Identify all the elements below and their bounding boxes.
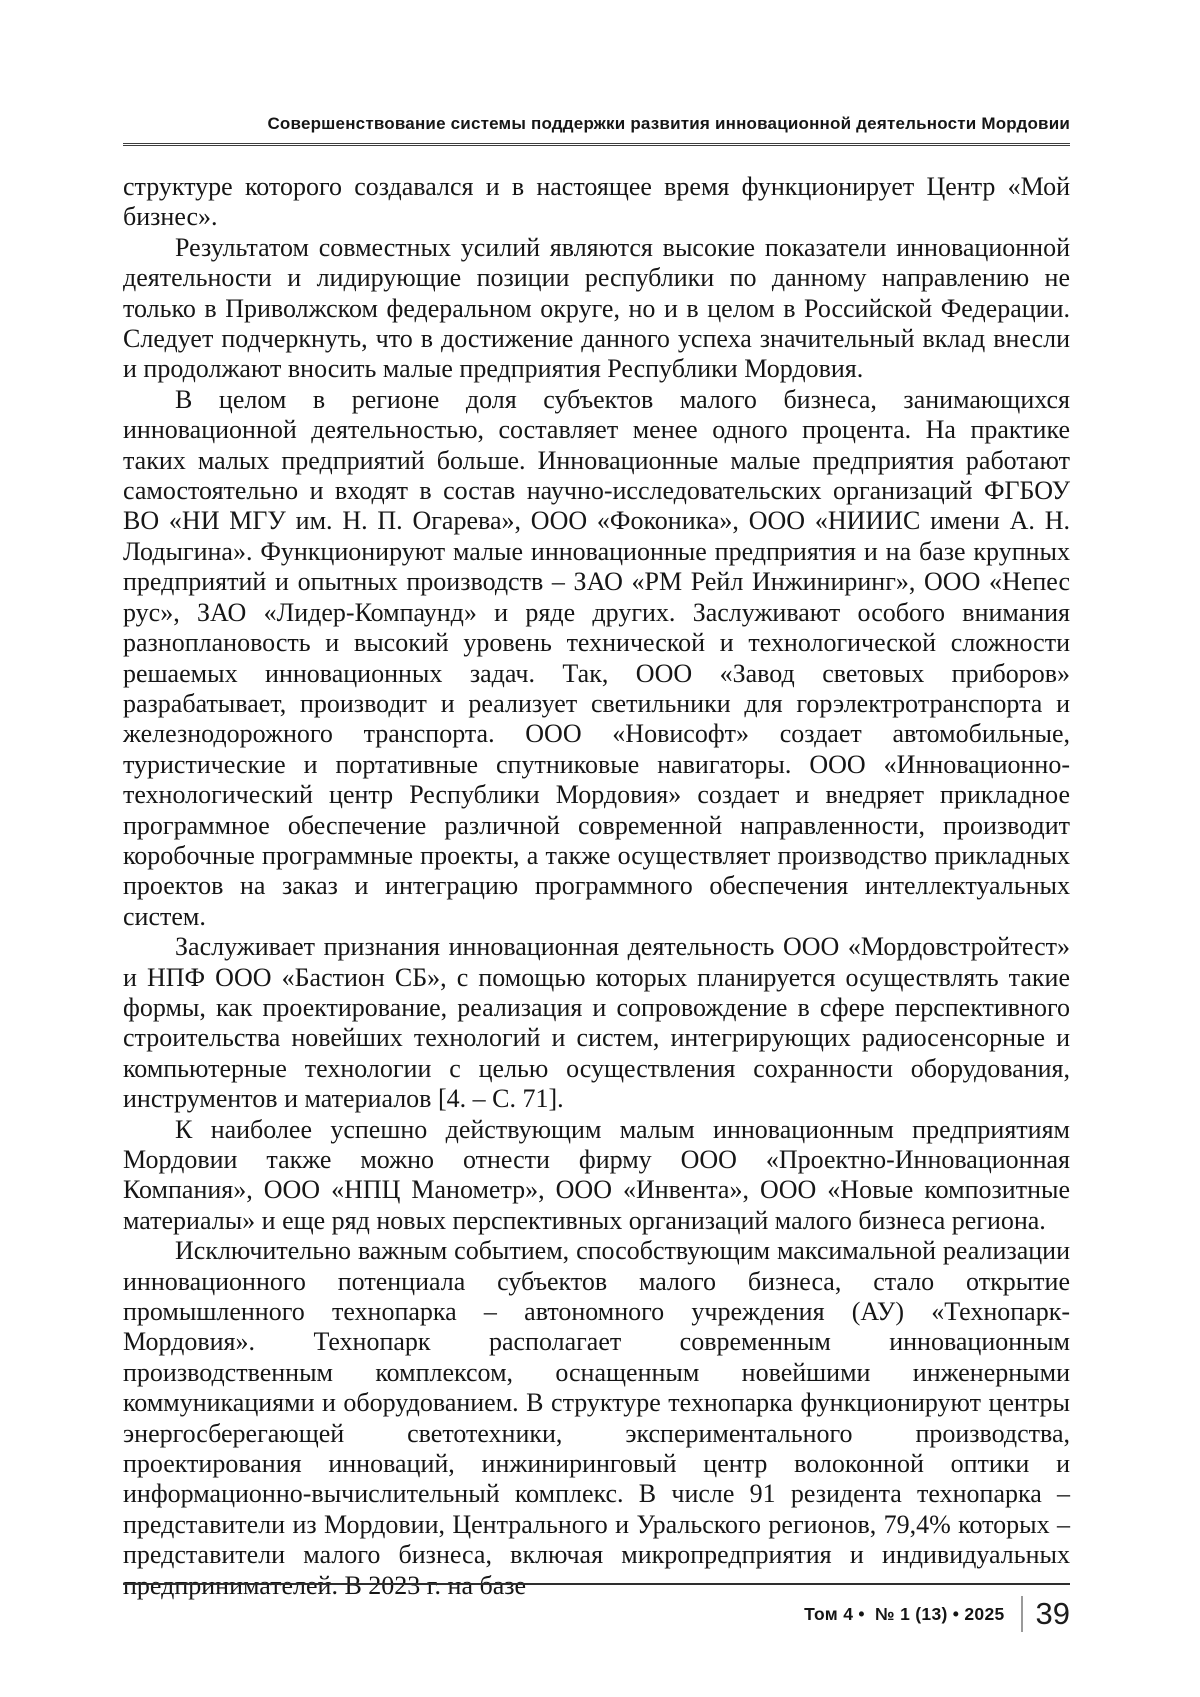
page-number: 39 xyxy=(1021,1596,1070,1632)
paragraph: Исключительно важным событием, способствующим максимальной реализации инновационного потенциала субъектов малого бизнеса, стало открытие промышленного технопарка – автономного учреждения (АУ) «Технопарк-Мордовия». Технопарк располагает современным инновационным производственным комплексом, оснащенным новейшими инженерными коммуникациями и оборудованием. В структуре технопарка функционируют центры энергосберегающей светотехники, экспериментального производства, проектирования инноваций, инжиниринговый центр волоконной оптики и информационно-вычислительный комплекс. В числе 91 резидента технопарка – представители из Мордовии, Центрального и Уральского регионов, 79,4% которых – представители малого бизнеса, включая микропредприятия и индивидуальных предпринимателей. В 2023 г. на базе xyxy=(123,1236,1070,1600)
paragraph: К наиболее успешно действующим малым инновационным предприятиям Мордовии также можно отнести фирму ООО «Проектно-Инновационная Компания», ООО «НПЦ Манометр», ООО «Инвента», ООО «Новые композитные материалы» и еще ряд новых перспективных организаций малого бизнеса региона. xyxy=(123,1114,1070,1235)
paragraph: В целом в регионе доля субъектов малого бизнеса, занимающихся инновационной деятельностью, составляет менее одного процента. На практике таких малых предприятий больше. Инновационные малые предприятия работают самостоятельно и входят в состав научно-исследовательских организаций ФГБОУ ВО «НИ МГУ им. Н. П. Огарева», ООО «Фоконика», ООО «НИИИС имени А. Н. Лодыгина». Функционируют малые инновационные предприятия и на базе крупных предприятий и опытных производств – ЗАО «РМ Рейл Инжиниринг», ООО «Непес рус», ЗАО «Лидер-Компаунд» и ряде других. Заслуживают особого внимания разноплановость и высокий уровень технической и технологической сложности решаемых инновационных задач. Так, ООО «Завод световых приборов» разрабатывает, производит и реализует светильники для горэлектротранспорта и железнодорожного транспорта. ООО «Новисофт» создает автомобильные, туристические и портативные спутниковые навигаторы. ООО «Инновационно-технологический центр Республики Мордовия» создает и внедряет прикладное программное обеспечение различной современной направленности, производит коробочные программные проекты, а также осуществляет производство прикладных проектов на заказ и интеграцию программного обеспечения интеллектуальных систем. xyxy=(123,384,1070,931)
paragraph: структуре которого создавался и в настоящее время функционирует Центр «Мой бизнес». xyxy=(123,172,1070,232)
paragraph: Заслуживает признания инновационная деятельность ООО «Мордовстройтест» и НПФ ООО «Бастион СБ», с помощью которых планируется осуществлять такие формы, как проектирование, реализация и сопровождение в сфере перспективного строительства новейших технологий и систем, интегрирующих радиосенсорные и компьютерные технологии с целью осуществления сохранности оборудования, инструментов и материалов [4. – С. 71]. xyxy=(123,932,1070,1114)
paragraph: Результатом совместных усилий являются высокие показатели инновационной деятельности и лидирующие позиции республики по данному направлению не только в Приволжском федеральном округе, но и в целом в Российской Федерации. Следует подчеркнуть, что в достижение данного успеха значительный вклад внесли и продолжают вносить малые предприятия Республики Мордовия. xyxy=(123,232,1070,384)
journal-issue-info: Том 4 • № 1 (13) • 2025 xyxy=(804,1603,1005,1624)
running-header-title: Совершенствование системы поддержки развития инновационной деятельности Мордовии xyxy=(123,114,1070,146)
page-footer xyxy=(123,1583,1070,1632)
page-body-text xyxy=(123,172,1070,1601)
